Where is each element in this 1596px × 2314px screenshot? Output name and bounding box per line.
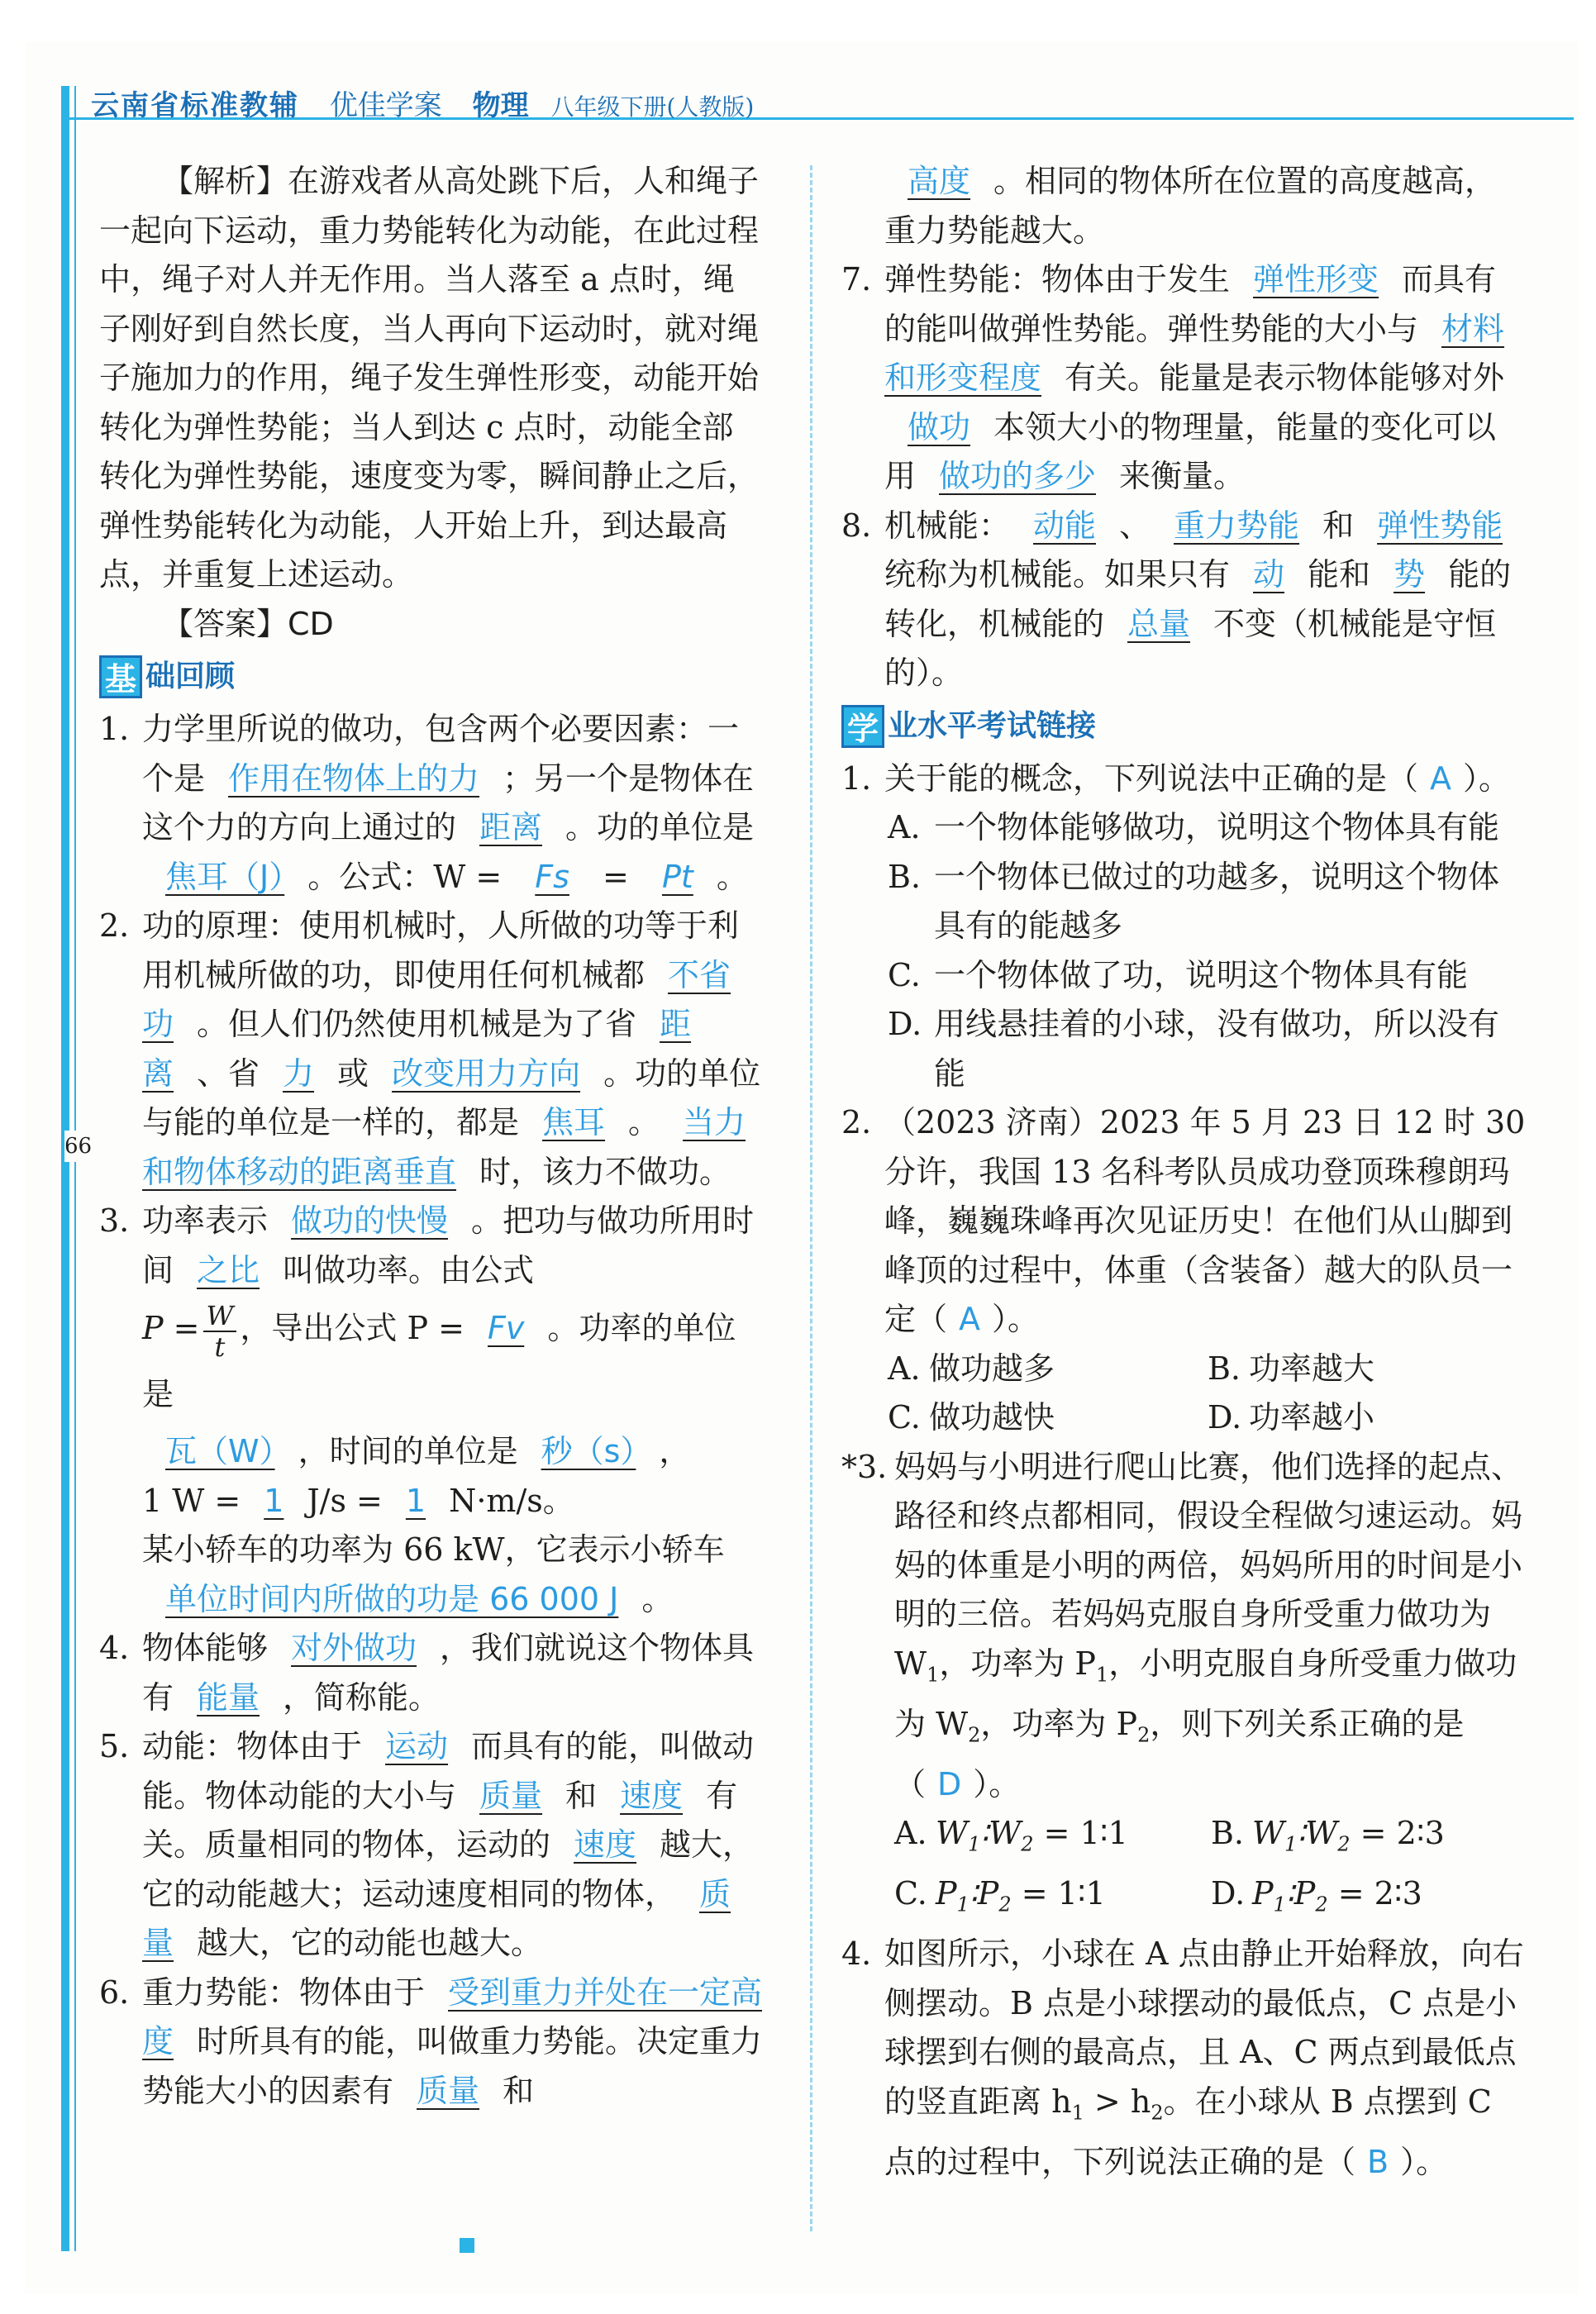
item-number: 2. [841, 1104, 872, 1140]
item-number: 8. [841, 507, 872, 544]
fill-blank: 速度 [620, 1777, 684, 1814]
section-review-heading [99, 650, 765, 703]
text: ，导出公式 P = [240, 1310, 465, 1346]
fill-blank: 单位时间内所做的功是 66 000 J [165, 1580, 619, 1617]
review-item-2 [99, 902, 765, 1197]
subscript: 2 [1021, 1832, 1034, 1856]
fill-blank: 质量 [417, 2072, 480, 2109]
text: 能的转化，机械能的 [884, 556, 1512, 642]
option-label: D. [888, 1006, 922, 1042]
fill-blank: 质量 [479, 1777, 543, 1814]
column-divider [810, 165, 812, 2231]
option-label: B. [1211, 1815, 1245, 1852]
item-number: 1. [841, 759, 872, 797]
left-edge-bar [61, 86, 69, 2251]
text: 。 [628, 1104, 660, 1140]
fraction-numerator: W [203, 1302, 237, 1332]
analysis-paragraph [99, 157, 765, 600]
subscript: 2 [968, 1723, 981, 1747]
option-row [894, 1809, 1527, 1869]
text: ）。 [973, 1765, 1021, 1802]
text: 或 [337, 1055, 369, 1092]
fraction-denominator: t [214, 1331, 226, 1363]
fill-blank: 动能 [1033, 507, 1097, 544]
option-label: A. [888, 1350, 921, 1387]
ratio-value: = 1∶1 [1011, 1875, 1106, 1912]
fill-blank: 距离 [142, 1006, 692, 1092]
question-stem: ，小明克服自身所受重力做功为 W [894, 1645, 1517, 1742]
subscript: 1 [1071, 2101, 1084, 2125]
fill-blank: Fs [535, 858, 569, 895]
subscript: 2 [1337, 1832, 1351, 1856]
fill-blank: 高度 [908, 163, 971, 199]
text: ）。 [1400, 2143, 1448, 2180]
question-stem: 妈妈与小明进行爬山比赛，他们选择的起点、路径和终点都相同，假设全程做匀速运动。妈妈的体重是小明的两倍，妈妈所用的时间是小明的三倍。若妈妈克服自身所受重力做功为 W [894, 1448, 1523, 1682]
fill-blank: 1 [405, 1482, 426, 1519]
text: ，时间的单位是 [298, 1433, 518, 1469]
header-subject: 物理 [472, 89, 529, 122]
text: ）。 [992, 1301, 1040, 1337]
header-series: 云南省标准教辅 [91, 89, 299, 122]
text: 。把功与做功所用时间 [142, 1202, 755, 1288]
fill-blank: 质量 [142, 1875, 731, 1961]
text: 时，该力不做功。 [479, 1153, 731, 1190]
answer-choice: B [1367, 2143, 1389, 2180]
question-stem: 。在小球从 B 点摆到 C 点的过程中，下列说法正确的是（ [884, 2083, 1492, 2180]
fill-blank: 之比 [197, 1251, 260, 1288]
text: 、 [1119, 507, 1151, 544]
review-item-1 [99, 705, 765, 902]
review-item-4 [99, 1624, 765, 1722]
fill-blank: 焦耳 [542, 1104, 606, 1140]
question-stem: 如图所示，小球在 A 点由静止开始释放，向右侧摆动。B 点是小球摆动的最低点，C 点是小球摆到右侧的最高点，且 A、C 两点到最低点的竖直距离 h [884, 1935, 1524, 2120]
option-b [1211, 1809, 1527, 1869]
fill-blank: 作用在物体上的力 [228, 759, 480, 797]
text: ，我们就说这个物体具有 [142, 1630, 755, 1716]
option-text: 一个物体已做过的功越多，说明这个物体具有的能越多 [934, 858, 1500, 944]
text: 和 [1322, 507, 1355, 544]
fill-blank: 速度 [574, 1826, 637, 1863]
text: 功的原理：使用机械时，人所做的功等于利用机械所做的功，即使用任何机械都 [142, 907, 740, 993]
text: 重力势能：物体由于 [142, 1974, 426, 2011]
option-label: C. [894, 1875, 927, 1912]
text: 动能：物体由于 [142, 1728, 363, 1764]
fill-blank: 力 [283, 1055, 315, 1092]
text: 1 W = [142, 1482, 241, 1519]
option-c [888, 1393, 1208, 1443]
fill-blank: 秒（s） [541, 1433, 636, 1469]
fill-blank: 焦耳（J） [165, 858, 285, 895]
review-item-5 [99, 1722, 765, 1969]
option-text: 功率越小 [1249, 1399, 1375, 1436]
item-number: 1. [99, 711, 130, 747]
option-b [1208, 1345, 1527, 1394]
fill-blank: 不省功 [142, 956, 731, 1042]
review-item-6 [99, 1969, 765, 2116]
option-text: 功率越大 [1249, 1350, 1375, 1387]
item-number: 6. [99, 1974, 130, 2011]
variable: ∶W [980, 1815, 1022, 1852]
option-row [894, 1869, 1527, 1930]
review-item-8 [841, 502, 1527, 698]
fill-blank: 总量 [1127, 605, 1191, 642]
subscript: 1 [1096, 1663, 1109, 1687]
text: 不变（机械能是守恒的）。 [884, 605, 1497, 691]
fill-blank: 当力和物体移动的距离垂直 [142, 1104, 746, 1190]
text: ）。 [1463, 759, 1511, 797]
text: 某小轿车的功率为 66 kW，它表示小轿车 [142, 1531, 725, 1568]
text: 功率表示 [142, 1202, 269, 1239]
fill-blank: 材料和形变程度 [884, 310, 1505, 396]
subscript: 1 [968, 1832, 981, 1856]
subscript: 1 [927, 1663, 940, 1687]
subscript: 2 [998, 1893, 1012, 1916]
option-a [888, 1345, 1208, 1394]
item-number: 4. [841, 1935, 872, 1973]
item-number: 3. [99, 1202, 130, 1239]
page-number: 66 [64, 1131, 92, 1162]
fill-blank: Fv [487, 1310, 525, 1346]
option-text: 一个物体能够做功，说明这个物体具有能 [934, 809, 1500, 845]
left-edge-line [74, 86, 76, 2251]
text: 和 [503, 2072, 535, 2109]
variable: W [1252, 1815, 1285, 1852]
left-column [99, 157, 765, 2116]
item-number: *3. [841, 1448, 888, 1485]
option-text: 做功越快 [929, 1399, 1055, 1436]
bottom-marker [460, 2238, 474, 2253]
ratio-value: = 2∶3 [1327, 1875, 1422, 1912]
subscript: 2 [1137, 1723, 1151, 1747]
item-number: 2. [99, 907, 130, 944]
fill-blank: 势 [1394, 556, 1426, 593]
text: ；另一个是物体在这个力的方向上通过的 [142, 759, 755, 845]
fill-blank: 运动 [385, 1728, 449, 1764]
text: 有关。质量相同的物体，运动的 [142, 1777, 738, 1863]
text: 、省 [197, 1055, 260, 1092]
answer-choice: A [959, 1301, 981, 1337]
option-a [888, 803, 1527, 853]
text: 本领大小的物理量，能量的变化可以用 [884, 408, 1497, 494]
text: 。公式：W = [307, 858, 503, 895]
review-item-3 [99, 1197, 765, 1295]
section-review-title: 础回顾 [145, 659, 236, 694]
fill-blank: 能量 [197, 1678, 260, 1716]
exam-question-2 [841, 1098, 1527, 1345]
fill-blank: 瓦（W） [165, 1433, 275, 1469]
variable: ∶P [1285, 1875, 1316, 1912]
analysis-label: 【解析】 [162, 163, 288, 199]
question-stem: ，则下列关系正确的是（ [894, 1705, 1465, 1802]
option-label: B. [1208, 1350, 1241, 1387]
text: 时所具有的能，叫做重力势能。决定重力势能大小的因素有 [142, 2023, 763, 2109]
item-number: 5. [99, 1728, 130, 1764]
answer-line [99, 600, 765, 650]
text: 统称为机械能。如果只有 [884, 556, 1231, 593]
text: = [603, 858, 629, 895]
text: 叫做功率。由公式 [283, 1251, 535, 1288]
text: 物体能够 [142, 1630, 269, 1666]
option-row [888, 1393, 1527, 1443]
fill-blank: Pt [661, 858, 693, 895]
review-item-6-continued [841, 157, 1527, 255]
option-c [888, 951, 1527, 1001]
ratio-value: = 2∶3 [1350, 1815, 1445, 1852]
fill-blank: 重力势能 [1174, 507, 1300, 544]
section-exam-badge: 学 [841, 705, 884, 748]
text: 而具有的能叫做弹性势能。弹性势能的大小与 [884, 261, 1497, 347]
text: 能和 [1308, 556, 1371, 593]
right-column [841, 157, 1527, 2187]
section-exam-title: 业水平考试链接 [888, 708, 1097, 743]
text: ，简称能。 [283, 1678, 441, 1716]
text: 弹性势能：物体由于发生 [884, 261, 1231, 298]
variable: ∶P [969, 1875, 999, 1912]
option-text: 做功越多 [929, 1350, 1055, 1387]
text: ， [659, 1433, 691, 1469]
option-label: A. [894, 1815, 927, 1852]
question-stem: > h [1084, 2083, 1151, 2120]
option-row [888, 1345, 1527, 1394]
text: 而具有的能，叫做动能。物体动能的大小与 [142, 1728, 755, 1814]
text: 。 [641, 1580, 674, 1617]
option-label: B. [888, 858, 922, 895]
text: 越大，它的动能也越大。 [197, 1925, 543, 1961]
question-stem: ，功率为 P [980, 1705, 1138, 1742]
answer-label: 【答案】 [162, 605, 288, 642]
ratio-value: = 1∶1 [1033, 1815, 1128, 1852]
text: 机械能： [884, 507, 1011, 544]
fill-blank: 1 [264, 1482, 284, 1519]
variable: P [1252, 1875, 1274, 1912]
section-review-badge: 基 [99, 655, 142, 698]
fill-blank: 动 [1253, 556, 1285, 593]
analysis-text: 在游戏者从高处跳下后，人和绳子一起向下运动，重力势能转化为动能，在此过程中，绳子对人并无作用。当人落至 a 点时，绳子刚好到自然长度，当人再向下运动时，就对绳子施加力的作用，绳子发生弹性形变，动能开始转化为弹性势能；当人到达 c 点时，动能全部转化为弹性势能，速度变为零，瞬间静止之后，弹性势能转化为动能，人开始上升，到达最高点，并重复上述运动。 [99, 163, 760, 593]
variable: W [936, 1815, 969, 1852]
fill-blank: 距离 [479, 809, 543, 845]
subscript: 1 [956, 1893, 970, 1916]
text: 。功的单位与能的单位是一样的，都是 [142, 1055, 761, 1140]
item-number: 7. [841, 261, 872, 298]
text: 力学里所说的做功，包含两个必要因素：一个是 [142, 711, 740, 797]
formula-lhs: P = [142, 1310, 200, 1346]
text: 。 [716, 858, 748, 895]
fill-blank: 做功 [908, 408, 971, 445]
page-header [91, 83, 754, 123]
review-item-3-units [99, 1427, 765, 1624]
question-stem: 关于能的概念，下列说法中正确的是（ [884, 759, 1419, 797]
text: J/s = [307, 1482, 383, 1519]
option-b [888, 853, 1527, 951]
header-grade: 八年级下册(人教版) [550, 93, 755, 121]
header-book: 优佳学案 [329, 89, 442, 122]
question-stem: ，功率为 P [939, 1645, 1096, 1682]
variable: ∶W [1297, 1815, 1338, 1852]
option-text: 一个物体做了功，说明这个物体具有能 [934, 956, 1469, 993]
fill-blank: 对外做功 [291, 1630, 417, 1666]
subscript: 1 [1284, 1832, 1298, 1856]
text: 。但人们仍然使用机械是为了省 [197, 1006, 637, 1042]
item-number: 4. [99, 1630, 130, 1666]
option-d [1211, 1869, 1527, 1930]
answer-value: CD [288, 605, 334, 642]
option-d [1208, 1393, 1527, 1443]
option-d [888, 1000, 1527, 1098]
fill-blank: 弹性形变 [1253, 261, 1379, 298]
option-a [894, 1809, 1211, 1869]
fill-blank: 弹性势能 [1377, 507, 1503, 544]
exam-question-1 [841, 755, 1527, 804]
exam-question-3 [841, 1443, 1527, 1810]
option-c [894, 1869, 1211, 1930]
option-label: C. [888, 1399, 921, 1436]
fill-blank: 做功的多少 [939, 458, 1097, 494]
option-label: A. [888, 809, 921, 845]
fill-blank: 改变用力方向 [392, 1055, 581, 1092]
question-stem: （2023 济南）2023 年 5 月 23 日 12 时 30 分许，我国 13 名科考队员成功登顶珠穆朗玛峰，巍巍珠峰再次见证历史！在他们从山脚到峰顶的过程中，体重（含装备）越大的队员一定（ [884, 1104, 1526, 1337]
text: 。功率的单位是 [142, 1310, 736, 1412]
text: 和 [565, 1777, 598, 1814]
option-label: D. [1211, 1875, 1246, 1912]
fill-blank: 受到重力并处在一定高度 [142, 1974, 763, 2059]
fraction-w-over-t [203, 1299, 237, 1363]
fill-blank: 做功的快慢 [291, 1202, 449, 1239]
variable: P [936, 1875, 957, 1912]
subscript: 2 [1315, 1893, 1328, 1916]
option-label: C. [888, 956, 921, 993]
text: 来衡量。 [1119, 458, 1246, 494]
review-item-3-formula [99, 1295, 765, 1427]
text: 。功的单位是 [565, 809, 755, 845]
text: 。相同的物体所在位置的高度越高，重力势能越大。 [884, 163, 1497, 249]
subscript: 1 [1273, 1893, 1286, 1916]
answer-choice: A [1430, 759, 1452, 797]
answer-choice: D [937, 1765, 962, 1802]
text: 有关。能量是表示物体能够对外 [1065, 359, 1505, 396]
section-exam-heading [841, 700, 1527, 753]
option-text: 用线悬挂着的小球，没有做功，所以没有能 [934, 1006, 1500, 1092]
text: 越大，它的动能越大；运动速度相同的物体， [142, 1826, 755, 1912]
subscript: 2 [1151, 2101, 1164, 2125]
exam-question-4 [841, 1930, 1527, 2187]
option-label: D. [1208, 1399, 1242, 1436]
review-item-7 [841, 255, 1527, 502]
text: N·m/s。 [449, 1482, 574, 1519]
